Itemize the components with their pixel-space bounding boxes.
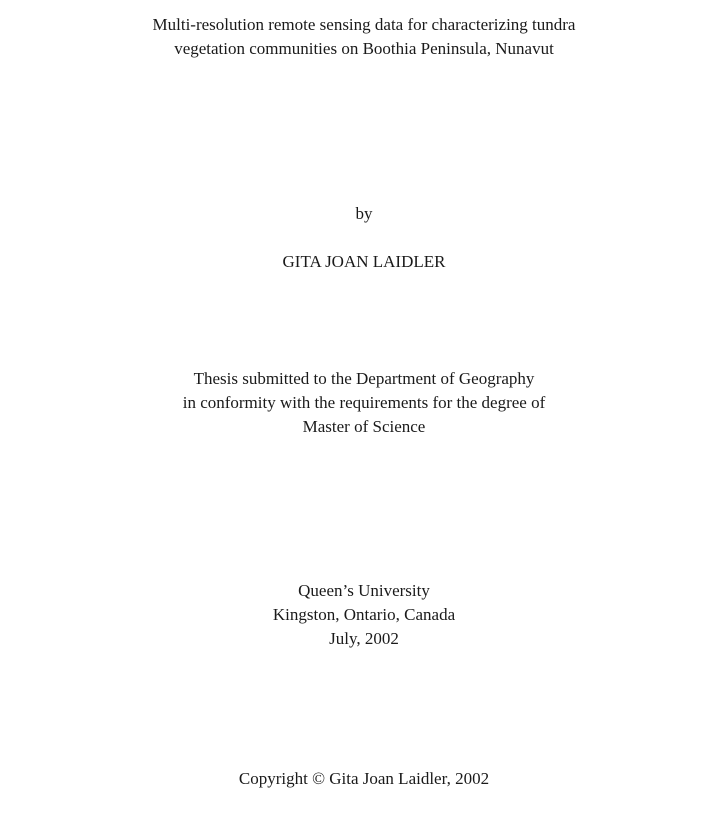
- author-name: [0, 250, 728, 274]
- thesis-title-line-2: vegetation communities on Boothia Peninsula, Nunavut: [174, 39, 554, 58]
- submission-date: July, 2002: [329, 629, 399, 648]
- copyright-text: Copyright © Gita Joan Laidler, 2002: [238, 769, 490, 788]
- by-text: by: [355, 204, 373, 223]
- degree-name: Master of Science: [302, 417, 426, 436]
- thesis-title-line-1: Multi-resolution remote sensing data for characterizing tundra: [152, 15, 576, 34]
- institution-location: Kingston, Ontario, Canada: [272, 605, 456, 624]
- institution-name: Queen’s University: [298, 581, 430, 600]
- thesis-statement: [0, 367, 728, 439]
- thesis-statement-line-1: Thesis submitted to the Department of Geography: [193, 369, 535, 388]
- institution-block: [0, 579, 728, 651]
- author-name-text: GITA JOAN LAIDLER: [282, 252, 446, 271]
- by-label: [0, 202, 728, 226]
- thesis-title: [0, 13, 728, 61]
- copyright-notice: [0, 767, 728, 791]
- thesis-statement-line-2: in conformity with the requirements for the degree of: [182, 393, 546, 412]
